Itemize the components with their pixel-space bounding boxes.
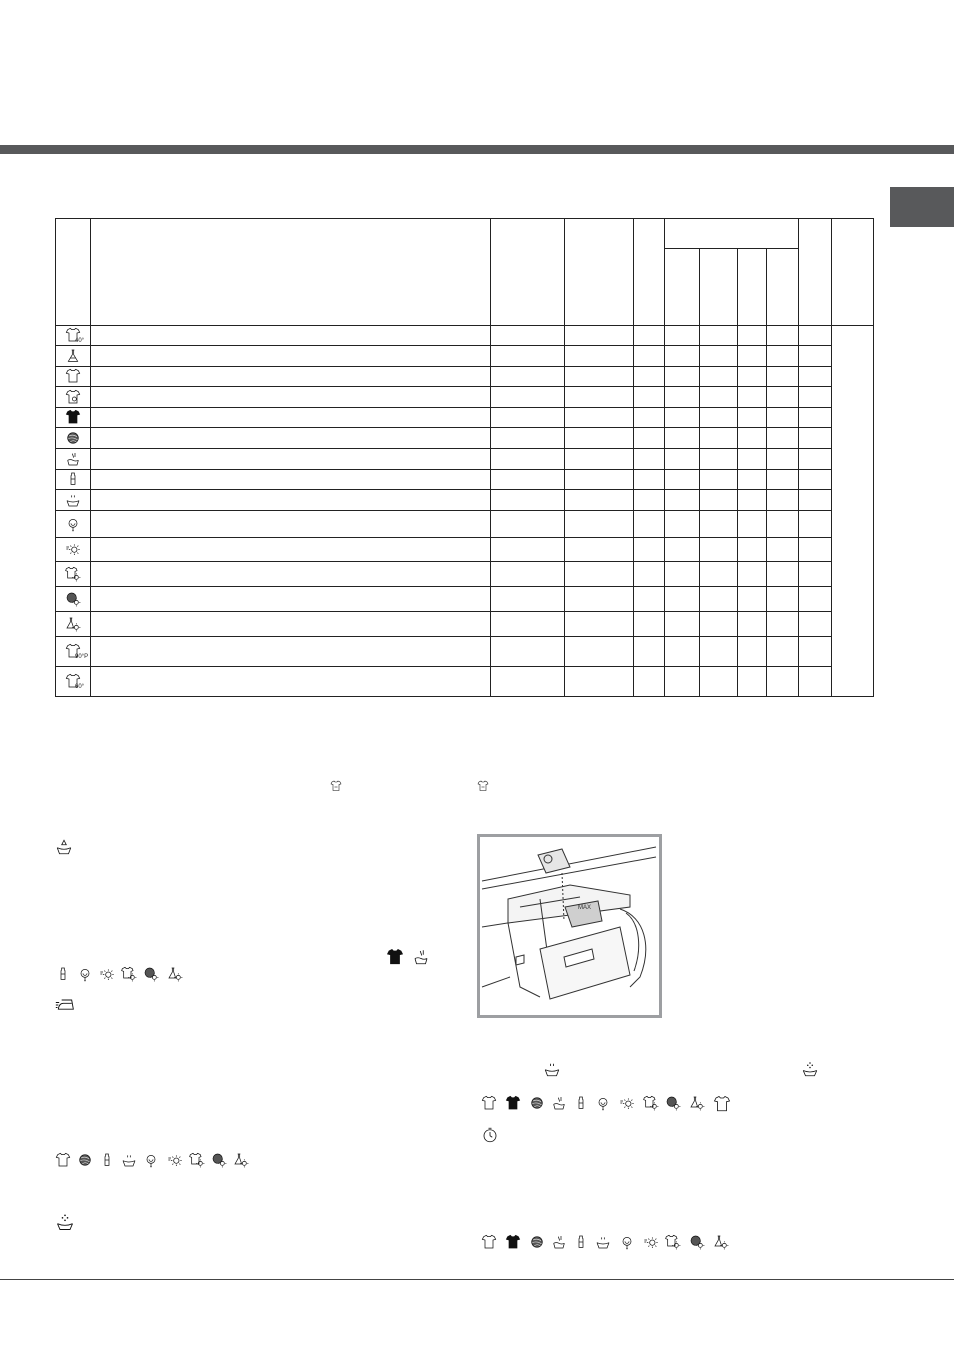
flask-sun-icon bbox=[233, 1152, 249, 1168]
header-bar bbox=[0, 145, 954, 154]
wool-ball-icon bbox=[529, 1095, 545, 1111]
sun-fast-icon bbox=[65, 541, 81, 557]
wool-sun-icon bbox=[665, 1095, 681, 1111]
programme-row-icon bbox=[56, 448, 90, 469]
table-row-rule-7 bbox=[55, 489, 831, 490]
table-col-rule-1 bbox=[490, 218, 491, 696]
table-row-rule-5 bbox=[55, 448, 831, 449]
shirt-stain-icon bbox=[65, 389, 81, 405]
detergent-drawer-drawing bbox=[480, 837, 659, 1015]
shirt-sun-icon bbox=[121, 966, 137, 982]
table-col-rule-0 bbox=[90, 218, 91, 696]
shirt-sun-icon bbox=[65, 566, 81, 582]
flask-sun-icon bbox=[65, 616, 81, 632]
baby-bottle-icon bbox=[65, 471, 81, 487]
table-row-rule-2 bbox=[55, 386, 831, 387]
cotton-60-icon bbox=[65, 673, 85, 690]
cotton-90p-icon bbox=[713, 1095, 731, 1113]
table-border-top bbox=[55, 218, 874, 219]
programme-row-icon bbox=[56, 366, 90, 386]
sun-fast-icon bbox=[619, 1095, 635, 1111]
programme-row-icon bbox=[56, 386, 90, 407]
shirt-sun-icon bbox=[643, 1095, 659, 1111]
table-subcol-rule-2 bbox=[766, 248, 767, 696]
table-col-rule-3 bbox=[633, 218, 634, 696]
table-group-subheader-rule bbox=[664, 248, 798, 249]
basin-icon bbox=[121, 1152, 137, 1168]
shirt-icon bbox=[481, 1095, 497, 1111]
table-row-rule-14 bbox=[55, 666, 831, 667]
programme-row-icon bbox=[56, 586, 90, 611]
programme-row-icon bbox=[56, 407, 90, 427]
wool-sun-icon bbox=[65, 591, 81, 607]
cotton-90p-icon bbox=[65, 643, 89, 660]
language-tab bbox=[890, 187, 954, 227]
hand-wash-icon bbox=[551, 1234, 567, 1250]
hand-wash-icon bbox=[551, 1095, 567, 1111]
table-col-rule-group-start bbox=[664, 218, 665, 696]
programme-temp-tag: 60° bbox=[75, 684, 85, 690]
programme-row-icon bbox=[56, 666, 90, 696]
table-row-rule-10 bbox=[55, 561, 831, 562]
basin-icon bbox=[595, 1234, 611, 1250]
shirt-sun-icon bbox=[189, 1152, 205, 1168]
baby-bottle-icon bbox=[573, 1095, 589, 1111]
baby-bottle-icon bbox=[99, 1152, 115, 1168]
programme-row-icon bbox=[56, 537, 90, 561]
cotton-40-icon bbox=[65, 327, 85, 344]
programme-temp-tag: 40° bbox=[75, 338, 85, 344]
spin-icon bbox=[595, 1095, 611, 1111]
baby-bottle-icon bbox=[55, 966, 71, 982]
iron-icon bbox=[55, 995, 75, 1015]
flask-sun-icon bbox=[689, 1095, 705, 1111]
table-border-right bbox=[873, 218, 874, 697]
table-row-rule-4 bbox=[55, 427, 831, 428]
table-row-rule-8 bbox=[55, 510, 831, 511]
prewash-icon bbox=[55, 1212, 75, 1232]
programme-row-icon bbox=[56, 427, 90, 448]
basin-icon bbox=[65, 492, 81, 508]
table-row-rule-3 bbox=[55, 407, 831, 408]
programme-row-icon bbox=[56, 561, 90, 586]
spin-icon bbox=[619, 1234, 635, 1250]
programme-row-icon bbox=[56, 510, 90, 537]
sun-fast-icon bbox=[99, 966, 115, 982]
shirt-small-icon bbox=[330, 780, 342, 792]
shirt-sun-icon bbox=[665, 1234, 681, 1250]
programme-row-icon bbox=[56, 636, 90, 666]
programme-row-icon bbox=[56, 489, 90, 510]
wool-sun-icon bbox=[143, 966, 159, 982]
table-row-rule-11 bbox=[55, 586, 831, 587]
footer-rule bbox=[0, 1279, 954, 1280]
sun-fast-icon bbox=[643, 1234, 659, 1250]
shirt-icon bbox=[65, 368, 81, 384]
shirt-icon bbox=[481, 1234, 497, 1250]
dark-shirt-icon bbox=[386, 948, 404, 966]
table-row-rule-1 bbox=[55, 366, 831, 367]
table-col-rule-group-end bbox=[798, 218, 799, 696]
hand-wash-icon bbox=[65, 451, 81, 467]
soak-icon bbox=[55, 838, 73, 856]
table-row-rule-9 bbox=[55, 537, 831, 538]
spin-icon bbox=[65, 516, 81, 532]
table-border-bottom bbox=[55, 696, 874, 697]
programme-row-icon bbox=[56, 469, 90, 489]
dark-shirt-icon bbox=[505, 1234, 521, 1250]
spin-icon bbox=[143, 1152, 159, 1168]
hand-wash-icon bbox=[412, 948, 430, 966]
shirt-small-icon bbox=[477, 780, 489, 792]
wool-ball-icon bbox=[65, 430, 81, 446]
dark-shirt-icon bbox=[505, 1095, 521, 1111]
flask-sun-icon bbox=[167, 966, 183, 982]
delay-icon bbox=[481, 1126, 499, 1144]
wool-ball-icon bbox=[529, 1234, 545, 1250]
shirt-icon bbox=[55, 1152, 71, 1168]
table-col-rule-2 bbox=[564, 218, 565, 696]
spin-icon bbox=[77, 966, 93, 982]
table-row-rule-6 bbox=[55, 469, 831, 470]
detergent-drawer-illustration bbox=[477, 834, 662, 1018]
table-row-rule-13 bbox=[55, 636, 831, 637]
flask-sun-icon bbox=[713, 1234, 729, 1250]
table-subcol-rule-1 bbox=[737, 248, 738, 696]
basin-icon bbox=[543, 1060, 561, 1078]
prewash-icon bbox=[801, 1060, 819, 1078]
dark-shirt-icon bbox=[65, 409, 81, 425]
wool-sun-icon bbox=[211, 1152, 227, 1168]
table-row-rule-12 bbox=[55, 611, 831, 612]
drawer-max-label: MAX bbox=[578, 905, 592, 911]
programme-temp-tag: 90°P bbox=[75, 654, 89, 660]
flask-icon bbox=[65, 348, 81, 364]
table-col-rule-4 bbox=[831, 218, 832, 696]
sun-fast-icon bbox=[167, 1152, 183, 1168]
table-row-rule-0 bbox=[55, 345, 831, 346]
baby-bottle-icon bbox=[573, 1234, 589, 1250]
wool-sun-icon bbox=[689, 1234, 705, 1250]
programme-row-icon bbox=[56, 325, 90, 345]
programme-row-icon bbox=[56, 611, 90, 636]
programme-row-icon bbox=[56, 345, 90, 366]
table-subcol-rule-0 bbox=[699, 248, 700, 696]
table-header-rule bbox=[55, 325, 873, 326]
wool-ball-icon bbox=[77, 1152, 93, 1168]
